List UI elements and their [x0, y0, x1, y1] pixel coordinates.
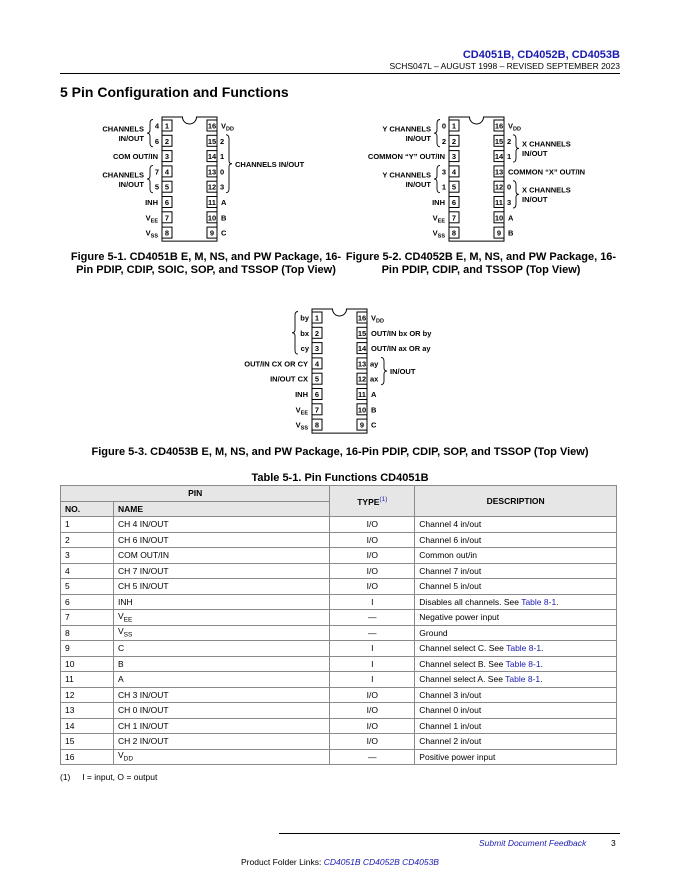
pin-channel-index: bx	[300, 328, 309, 338]
pin-number: 5	[314, 374, 320, 384]
table-row	[61, 687, 617, 703]
pin-number: 6	[164, 198, 170, 207]
column-header-no: NO.	[61, 501, 114, 517]
pin-number: 15	[207, 136, 217, 146]
brace	[226, 135, 232, 193]
pin-number: 5	[451, 182, 457, 192]
cell-pin-description: Disables all channels. See Table 8-1.	[415, 594, 617, 610]
cell-pin-name: $V_{SS}$	[114, 625, 330, 641]
cell-pin-name: $V_{DD}$	[114, 749, 330, 765]
pin-functions-table	[60, 485, 617, 765]
table-row	[61, 517, 617, 533]
footer-divider	[279, 833, 620, 834]
pin-label: OUT/IN bx OR by	[371, 328, 432, 338]
pin-channel-index: 0	[441, 121, 446, 131]
pin-channel-index: 4	[154, 121, 159, 131]
product-folder-links: Product Folder Links: CD4051B CD4052B CD4053B	[241, 857, 439, 867]
pin-label: $V_{DD}$	[371, 313, 384, 325]
pin-number: 3	[451, 152, 457, 162]
pin-label: A	[371, 390, 377, 399]
pin-number: 15	[357, 328, 367, 338]
cell-pin-no: 2	[61, 532, 114, 548]
cell-pin-no: 4	[61, 563, 114, 579]
cell-pin-description: Channel select C. See Table 8-1.	[415, 641, 617, 657]
pin-number: 1	[451, 121, 457, 131]
table-row	[61, 594, 617, 610]
pin-label: OUT/IN ax OR ay	[371, 344, 431, 354]
pin-number: 12	[207, 182, 217, 192]
cell-pin-no: 3	[61, 548, 114, 564]
table-row	[61, 718, 617, 734]
table-row	[61, 672, 617, 688]
cell-pin-description: Channel 0 in/out	[415, 703, 617, 719]
table-row	[61, 563, 617, 579]
cell-pin-type: I	[330, 672, 415, 688]
pin-label: COMMON “Y” OUT/IN	[367, 152, 445, 162]
pin-number: 3	[314, 344, 320, 354]
cell-pin-type: I/O	[330, 548, 415, 564]
pin-number: 4	[164, 167, 170, 177]
cell-pin-name: CH 7 IN/OUT	[114, 563, 330, 579]
cell-pin-description: Ground	[415, 625, 617, 641]
table-row	[61, 734, 617, 750]
cell-pin-no: 7	[61, 610, 114, 626]
table-row	[61, 656, 617, 672]
cell-pin-type: —	[330, 610, 415, 626]
table-row	[61, 625, 617, 641]
cell-pin-type: I/O	[330, 687, 415, 703]
pin-number: 1	[164, 121, 170, 131]
pin-number: 4	[451, 167, 457, 177]
pin-channel-index: 2	[507, 136, 512, 146]
cell-pin-type: I/O	[330, 517, 415, 533]
pin-label: C	[221, 228, 227, 238]
pin-channel-index: 3	[220, 182, 225, 192]
pin-channel-index: ax	[370, 374, 379, 384]
cell-pin-no: 16	[61, 749, 114, 765]
brace	[381, 357, 387, 384]
pin-group-label: X CHANNELS	[522, 185, 571, 195]
cell-pin-type: I	[330, 641, 415, 657]
pin-label: $V_{SS}$	[295, 420, 308, 432]
brace	[434, 120, 440, 147]
pin-number: 16	[357, 313, 367, 323]
cell-pin-description: Channel 6 in/out	[415, 532, 617, 548]
pin-number: 6	[451, 198, 457, 207]
pin-number: 8	[314, 420, 320, 430]
pin-channel-index: 6	[154, 136, 159, 146]
pinout-diagram-cd4053b	[170, 302, 510, 442]
pin-number: 2	[451, 136, 457, 146]
brace	[513, 135, 519, 162]
cell-pin-no: 1	[61, 517, 114, 533]
pin-label: $V_{EE}$	[145, 213, 158, 225]
pin-label: B	[508, 228, 514, 238]
pin-number: 7	[451, 213, 457, 223]
pin-number: 7	[164, 213, 170, 223]
pin-channel-index: 2	[441, 136, 446, 146]
table-title: Table 5-1. Pin Functions CD4051B	[251, 472, 429, 484]
pin-group-label: IN/OUT	[405, 179, 431, 189]
pin-label: OUT/IN CX OR CY	[244, 359, 308, 369]
cell-pin-name: CH 5 IN/OUT	[114, 579, 330, 595]
cell-pin-name: CH 4 IN/OUT	[114, 517, 330, 533]
pin-number: 11	[358, 390, 366, 399]
pin-label: B	[221, 213, 227, 223]
pin-number: 16	[494, 121, 504, 131]
cell-pin-type: I/O	[330, 563, 415, 579]
pin-channel-index: 5	[154, 182, 159, 192]
cell-pin-no: 12	[61, 687, 114, 703]
column-header-type: TYPE$^{(1)}$	[330, 486, 415, 517]
pin-label: A	[221, 198, 227, 207]
cell-pin-no: 13	[61, 703, 114, 719]
figure-caption: Figure 5-3. CD4053B E, M, NS, and PW Package, 16-Pin PDIP, CDIP, SOP, and TSSOP (Top View)	[91, 446, 589, 458]
pin-label: COM OUT/IN	[113, 152, 158, 162]
pin-channel-index: 2	[220, 136, 225, 146]
pin-label: INH	[145, 198, 158, 207]
table-row	[61, 548, 617, 564]
pin-channel-index: by	[300, 313, 309, 323]
pin-number: 14	[207, 152, 217, 162]
cell-pin-name: CH 0 IN/OUT	[114, 703, 330, 719]
pin-label: IN/OUT CX	[270, 374, 308, 384]
pin-label: INH	[432, 198, 445, 207]
pin-number: 16	[207, 121, 217, 131]
pin-number: 14	[494, 152, 504, 162]
pin-label: $V_{SS}$	[432, 228, 445, 240]
pin-label: B	[371, 405, 377, 415]
figure-caption: Figure 5-2. CD4052B E, M, NS, and PW Package, 16-Pin PDIP, CDIP, and TSSOP (Top View)	[345, 251, 617, 276]
cell-pin-type: I/O	[330, 579, 415, 595]
product-folder-link[interactable]: CD4051B CD4052B CD4053B	[323, 857, 439, 867]
pin-channel-index: 0	[507, 182, 512, 192]
pin-group-label: CHANNELS IN/OUT	[235, 159, 305, 169]
pinout-diagram-cd4051b	[0, 110, 340, 250]
table-footnote: (1) I = input, O = output	[60, 772, 158, 782]
table-row	[61, 703, 617, 719]
pin-label: $V_{SS}$	[145, 228, 158, 240]
table-row	[61, 532, 617, 548]
table-row	[61, 610, 617, 626]
pin-group-label: CHANNELS	[102, 124, 144, 134]
pin-label: $V_{EE}$	[295, 405, 308, 417]
pin-group-label: IN/OUT	[118, 179, 144, 189]
pin-group-label: Y CHANNELS	[382, 124, 431, 134]
pin-label: INH	[295, 390, 308, 399]
pin-group-label: Y CHANNELS	[382, 170, 431, 180]
cell-pin-description: Channel 2 in/out	[415, 734, 617, 750]
table-row	[61, 579, 617, 595]
pin-label: COMMON “X” OUT/IN	[508, 167, 586, 177]
pin-channel-index: ay	[370, 359, 379, 369]
cell-pin-name: A	[114, 672, 330, 688]
pin-number: 8	[451, 228, 457, 238]
cell-pin-name: CH 6 IN/OUT	[114, 532, 330, 548]
pin-channel-index: 3	[441, 167, 446, 177]
figure-caption: Figure 5-1. CD4051B E, M, NS, and PW Package, 16-Pin PDIP, CDIP, SOIC, SOP, and TSSOP (Top View)	[70, 251, 342, 276]
cell-pin-type: I/O	[330, 718, 415, 734]
pin-group-label: CHANNELS	[102, 170, 144, 180]
pin-label: $V_{EE}$	[432, 213, 445, 225]
pin-channel-index: 7	[154, 167, 159, 177]
document-title: CD4051B, CD4052B, CD4053B	[462, 49, 620, 61]
cell-pin-type: —	[330, 625, 415, 641]
cell-pin-description: Channel select B. See Table 8-1.	[415, 656, 617, 672]
pin-number: 3	[164, 152, 170, 162]
pin-number: 12	[357, 374, 367, 384]
cell-pin-type: I/O	[330, 532, 415, 548]
cell-pin-name: $V_{EE}$	[114, 610, 330, 626]
pin-group-label: IN/OUT	[522, 149, 548, 159]
pin-channel-index: 1	[507, 152, 512, 162]
page-number: 3	[611, 838, 616, 848]
document-revision-info: SCHS047L – AUGUST 1998 – REVISED SEPTEMBER 2023	[389, 61, 620, 71]
pin-number: 10	[207, 213, 217, 223]
pin-number: 7	[314, 405, 320, 415]
cell-pin-name: C	[114, 641, 330, 657]
cell-pin-no: 8	[61, 625, 114, 641]
header-divider	[60, 73, 620, 74]
pin-number: 1	[314, 313, 320, 323]
pin-channel-index: 1	[220, 152, 225, 162]
cell-pin-description: Channel 5 in/out	[415, 579, 617, 595]
brace	[434, 165, 440, 192]
pin-number: 2	[314, 328, 320, 338]
pin-label: A	[508, 213, 514, 223]
pin-group-label: X CHANNELS	[522, 139, 571, 149]
pin-label: $V_{DD}$	[221, 121, 234, 133]
cell-pin-type: I/O	[330, 734, 415, 750]
cell-pin-no: 9	[61, 641, 114, 657]
table-8-1-link[interactable]: Table 8-1	[505, 658, 541, 669]
cell-pin-description: Channel 4 in/out	[415, 517, 617, 533]
cell-pin-description: Channel select A. See Table 8-1.	[415, 672, 617, 688]
table-row	[61, 641, 617, 657]
cell-pin-no: 11	[61, 672, 114, 688]
pin-number: 15	[494, 136, 504, 146]
pin-number: 11	[495, 198, 503, 207]
table-8-1-link[interactable]: Table 8-1	[521, 596, 557, 607]
column-header-name: NAME	[114, 501, 330, 517]
cell-pin-description: Positive power input	[415, 749, 617, 765]
cell-pin-name: B	[114, 656, 330, 672]
table-8-1-link[interactable]: Table 8-1	[506, 643, 542, 654]
pin-label: C	[371, 420, 377, 430]
cell-pin-description: Channel 1 in/out	[415, 718, 617, 734]
pin-number: 5	[164, 182, 170, 192]
table-row	[61, 749, 617, 765]
pin-number: 9	[209, 228, 215, 238]
cell-pin-description: Negative power input	[415, 610, 617, 626]
cell-pin-name: COM OUT/IN	[114, 548, 330, 564]
pin-number: 9	[496, 228, 502, 238]
pin-number: 6	[314, 390, 320, 399]
brace	[147, 120, 153, 147]
cell-pin-no: 10	[61, 656, 114, 672]
cell-pin-description: Channel 7 in/out	[415, 563, 617, 579]
submit-feedback-link[interactable]: Submit Document Feedback	[479, 838, 587, 848]
pin-number: 13	[494, 167, 504, 177]
pin-channel-index: 1	[441, 182, 446, 192]
pin-number: 10	[357, 405, 367, 415]
cell-pin-type: I	[330, 594, 415, 610]
cell-pin-name: CH 2 IN/OUT	[114, 734, 330, 750]
pin-channel-index: cy	[300, 344, 309, 354]
pin-number: 9	[359, 420, 365, 430]
pin-number: 12	[494, 182, 504, 192]
cell-pin-no: 14	[61, 718, 114, 734]
pin-channel-index: 3	[507, 198, 512, 207]
brace	[292, 312, 298, 355]
cell-pin-description: Common out/in	[415, 548, 617, 564]
pin-number: 4	[314, 359, 320, 369]
cell-pin-name: CH 1 IN/OUT	[114, 718, 330, 734]
cell-pin-no: 6	[61, 594, 114, 610]
pin-channel-index: 0	[220, 167, 225, 177]
cell-pin-type: I/O	[330, 703, 415, 719]
section-title: 5 Pin Configuration and Functions	[60, 84, 289, 100]
cell-pin-name: INH	[114, 594, 330, 610]
pin-number: 13	[357, 359, 367, 369]
cell-pin-name: CH 3 IN/OUT	[114, 687, 330, 703]
pin-group-label: IN/OUT	[390, 367, 416, 377]
pin-number: 13	[207, 167, 217, 177]
cell-pin-type: —	[330, 749, 415, 765]
pin-number: 14	[357, 344, 367, 354]
pin-group-label: IN/OUT	[118, 133, 144, 143]
brace	[513, 181, 519, 208]
pin-group-label: IN/OUT	[522, 195, 548, 205]
pin-number: 8	[164, 228, 170, 238]
pin-number: 11	[208, 198, 216, 207]
pin-number: 2	[164, 136, 170, 146]
pin-number: 10	[494, 213, 504, 223]
cell-pin-description: Channel 3 in/out	[415, 687, 617, 703]
cell-pin-no: 5	[61, 579, 114, 595]
pinout-diagram-cd4052b	[340, 110, 680, 250]
table-8-1-link[interactable]: Table 8-1	[505, 674, 541, 685]
cell-pin-no: 15	[61, 734, 114, 750]
column-header-description: DESCRIPTION	[415, 486, 617, 517]
pin-label: $V_{DD}$	[508, 121, 521, 133]
pin-group-label: IN/OUT	[405, 133, 431, 143]
column-header-pin: PIN	[61, 486, 330, 502]
cell-pin-type: I	[330, 656, 415, 672]
brace	[147, 165, 153, 192]
